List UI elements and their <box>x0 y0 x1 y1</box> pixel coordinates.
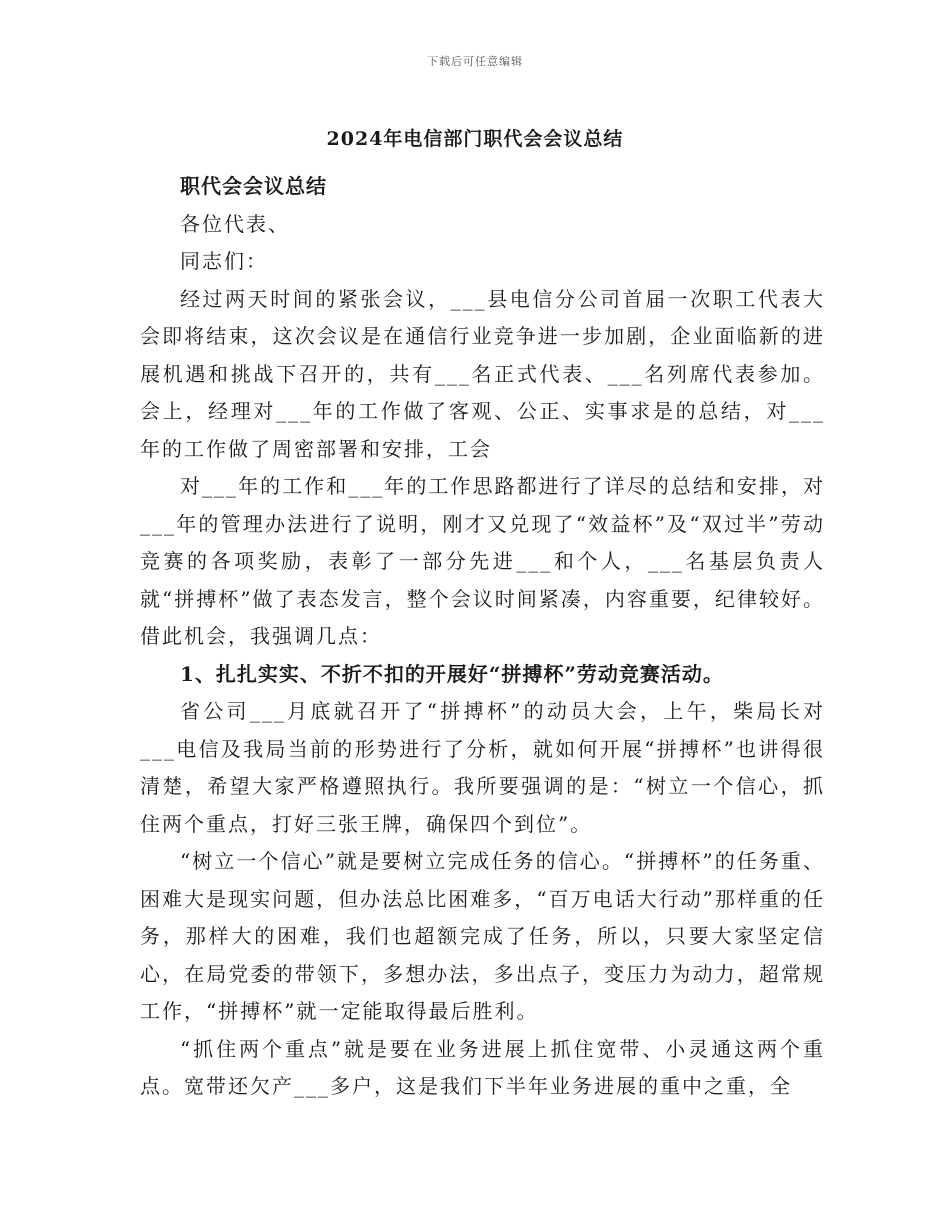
document-body <box>140 168 825 1106</box>
section-heading: 职代会会议总结 <box>180 174 327 198</box>
point-heading: 1、扎扎实实、不折不扣的开展好“拼搏杯”劳动竞赛活动。 <box>180 661 724 686</box>
salutation-line: 同志们： <box>180 249 268 273</box>
header-note: 下载后可任意编辑 <box>427 55 523 68</box>
salutation-line: 各位代表、 <box>180 211 290 236</box>
document-title: 2024年电信部门职代会会议总结 <box>326 128 624 150</box>
paragraph: 经过两天时间的紧张会议，___县电信分公司首届一次职工代表大会即将结束，这次会议是在通信行业竞争进一步加剧，企业面临新的进展机遇和挑战下召开的，共有___名正式代表、___名列席代表参加。会上，经理对___年的工作做了客观、公正、实事求是的总结，对___年的工作做了周密部署和安排，工会 <box>140 286 825 461</box>
paragraph: “抓住两个重点”就是要在业务进展上抓住宽带、小灵通这两个重点。宽带还欠产___多户，这是我们下半年业务进展的重中之重，全 <box>140 1036 825 1098</box>
paragraph: 对___年的工作和___年的工作思路都进行了详尽的总结和安排，对___年的管理办法进行了说明，刚才又兑现了“效益杯”及“双过半”劳动竞赛的各项奖励，表彰了一部分先进___和个人，___名基层负责人就“拼搏杯”做了表态发言，整个会议时间紧凑，内容重要，纪律较好。借此机会，我强调几点： <box>140 474 825 648</box>
paragraph: 省公司___月底就召开了“拼搏杯”的动员大会，上午，柴局长对___电信及我局当前的形势进行了分析，就如何开展“拼搏杯”也讲得很清楚，希望大家严格遵照执行。我所要强调的是：“树立一个信心，抓住两个重点，打好三张王牌，确保四个到位”。 <box>140 699 825 836</box>
paragraph: “树立一个信心”就是要树立完成任务的信心。“拼搏杯”的任务重、困难大是现实问题，但办法总比困难多，“百万电话大行动”那样重的任务，那样大的困难，我们也超额完成了任务，所以，只要大家坚定信心，在局党委的带领下，多想办法，多出点子，变压力为动力，超常规工作，“拼搏杯”就一定能取得最后胜利。 <box>140 849 825 1023</box>
